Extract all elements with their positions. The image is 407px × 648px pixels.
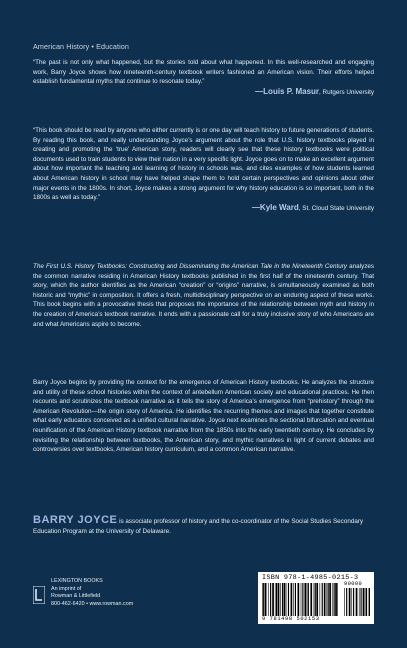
author-bio-text: is associate professor of history and the co-coordinator of the Social Studies Secondary Education Program at the University of Delaware.: [33, 518, 364, 535]
isbn-number: ISBN 978-1-4985-0215-3: [262, 574, 359, 582]
publisher-contact: 800-462-6420 • www.rowman.com: [51, 600, 134, 607]
quote-affiliation: , St. Cloud State University: [298, 204, 374, 212]
publisher-name: LEXINGTON BOOKS: [51, 578, 103, 584]
quote-attribution: [33, 203, 374, 214]
publisher-logo-icon: [33, 586, 45, 604]
author-name: BARRY JOYCE: [33, 514, 118, 526]
publisher-info: [51, 578, 133, 608]
publisher-block: [33, 578, 183, 618]
quote-author: —Kyle Ward: [251, 202, 299, 212]
publisher-imprint: An imprint of: [51, 585, 82, 592]
quote-text: “The past is not only what happened, but the stories told about what happened. In this well-researched and engaging work, Barry Joyce shows how nineteenth-century textbook writers fashioned an American vision. Their efforts helped establish fundamental myths that continue to resonate today.”: [33, 59, 374, 86]
description-paragraph-2: Barry Joyce begins by providing the context for the emergence of American History textbooks. He analyzes the structure and utility of these school histories within the context of antebellum American society and educational practices. He then recounts and scrutinizes the textbook narrative as it tells the story of America’s emergence from “prehistory” through the American Revolution—the origin story of America. He identifies the recurring themes and images that together constitute what early educators conceived as a unified cultural narrative. Joyce next examines the sectional bifurcation and eventual reunification of the American History textbook narrative from the 1850s into the early twentieth century. He concludes by revisiting the relationship between textbooks, the American story, and mythic narratives in light of current debates and controversies over textbooks, American history curriculum, and a common American narrative.: [33, 379, 374, 454]
barcode-digits: 9 781498 502153: [262, 616, 320, 622]
endorsement-quote-1: [33, 58, 374, 98]
quote-affiliation: , Rutgers University: [319, 88, 374, 96]
publisher-parent: Rowman & Littlefield: [51, 593, 101, 600]
category-label: American History • Education: [33, 42, 129, 51]
quote-author: —Louis P. Masur: [255, 86, 320, 96]
description-text: analyzes the common narrative residing in American History textbooks published in the first half of the nineteenth century. That story, which the author identifies as the American “creation” or “origins” narrative, is simultaneously examined as both historic and “mythic” in composition. It offers a fresh, multidisciplinary perspective on an enduring aspect of these works. This book begins with a provocative thesis that proposes the importance of the relationship between myth and history in the creation of America’s textbook narrative. It ends with a passionate call for a truly inclusive story of who Americans are and what Americans aspire to become.: [33, 263, 374, 328]
endorsement-quote-2: [33, 126, 374, 214]
description-paragraph-1: [33, 262, 374, 329]
barcode-addon-digits: 90000: [344, 581, 363, 587]
author-bio: [33, 516, 374, 536]
quote-text: “This book should be read by anyone who either currently is or one day will teach history to future generations of students. By reading this book, and really understanding Joyce’s argument about the role that U.S. history textbooks played in creating and promoting the ‘true’ American story, readers will clearly see that these history textbooks were political documents used to train students to view their nation in a very specific light. Joyce goes on to make an excellent argument about how important the teaching and learning of history in schools was, and cites examples of how students learned about American history in school may have helped shape them to hold certain perspectives and opinions about other major events in the 1800s. In short, Joyce makes a strong argument for why history education is so important, both in the 1800s as well as today.”: [33, 127, 374, 202]
isbn-barcode: [258, 572, 374, 624]
barcode-bars-icon: [262, 583, 340, 616]
book-title: The First U.S. History Textbooks: Constructing and Disseminating the American Tale in the Nineteenth Century: [33, 263, 347, 270]
quote-attribution: [33, 87, 374, 98]
addon-barcode-bars-icon: [344, 588, 370, 616]
